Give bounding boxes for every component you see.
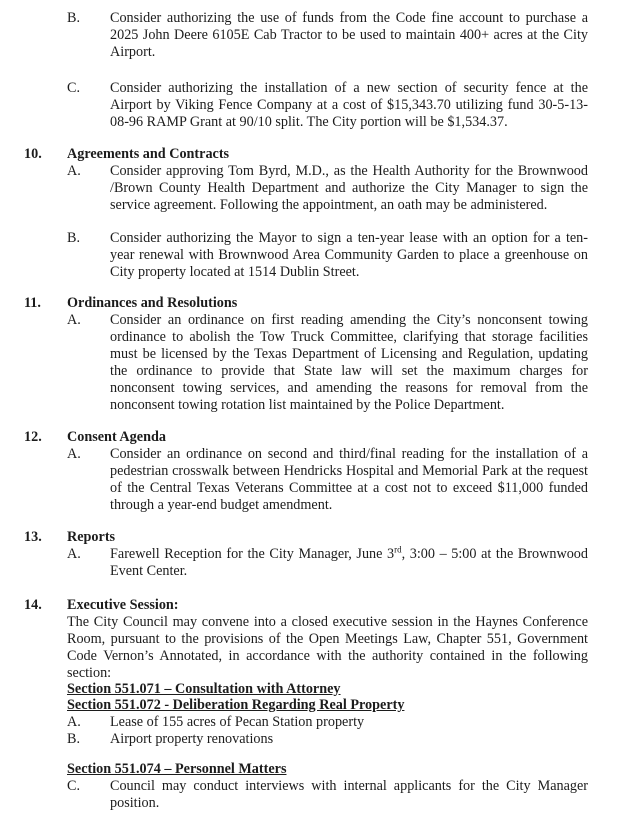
section-number: 12. — [24, 429, 42, 445]
subsection-heading: Section 551.071 – Consultation with Attorney — [67, 681, 341, 697]
section-number: 11. — [24, 295, 41, 311]
item-text-part: , 3:00 – 5:00 at the Brownwood Event Center. — [110, 546, 588, 579]
item-text: Consider an ordinance on second and third/final reading for the installation of a pedestrian crosswalk between Hendricks Hospital and Memorial Park at the request of the Central Texas Veterans Committee at a cost not to exceed $11,000 funded through a year-end budget amendment. — [110, 446, 588, 513]
item-text: Airport property renovations — [110, 731, 274, 747]
item-letter: A. — [67, 312, 81, 328]
ordinal-suffix: rd — [394, 544, 402, 555]
section-heading: Executive Session: — [67, 597, 179, 613]
section-number: 10. — [24, 146, 42, 162]
section-number: 14. — [24, 597, 42, 613]
item-letter: B. — [67, 230, 81, 246]
item-letter: B. — [67, 731, 81, 747]
paragraph-text: The City Council may convene into a closed executive session in the Haynes Conference Room, pursuant to the provisions of the Open Meetings Law, Chapter 551, Government Code Vernon’s Annotated, in accordance with the authority contained in the following section: — [67, 614, 588, 681]
item-text: Consider authorizing the installation of a new section of security fence at the Airport by Viking Fence Company at a cost of $15,343.70 utilizing fund 30-5-13-08-96 RAMP Grant at 90/10 split. The City portion will be $1,534.37. — [110, 80, 588, 130]
item-letter: A. — [67, 446, 81, 462]
item-letter: C. — [67, 778, 81, 794]
item-text: Consider an ordinance on first reading amending the City’s nonconsent towing ordinance to abolish the Tow Truck Committee, clarifying that storage facilities must be licensed by the Texas Department of Licensing and Regulation, updating the ordinance to provide that State law will set the maximum charges for nonconsent towing services, and amending the reasons for removal from the nonconsent towing rotation list maintained by the Police Department. — [110, 312, 588, 413]
item-text: Consider approving Tom Byrd, M.D., as the Health Authority for the Brownwood /Brown County Health Department and authorize the City Manager to sign the service agreement. Following the appointment, an oath may be administered. — [110, 163, 588, 213]
item-text: Council may conduct interviews with internal applicants for the City Manager position. — [110, 778, 588, 811]
subsection-heading: Section 551.072 - Deliberation Regarding Real Property — [67, 697, 405, 713]
item-text: Lease of 155 acres of Pecan Station property — [110, 714, 365, 730]
item-letter: B. — [67, 10, 81, 26]
item-letter: A. — [67, 546, 81, 562]
section-heading: Agreements and Contracts — [67, 146, 230, 162]
item-text — [110, 546, 588, 580]
item-text: Consider authorizing the use of funds from the Code fine account to purchase a 2025 John Deere 6105E Cab Tractor to be used to maintain 400+ acres at the City Airport. — [110, 10, 588, 60]
subsection-heading: Section 551.074 – Personnel Matters — [67, 761, 287, 777]
section-number: 13. — [24, 529, 42, 545]
item-text-part: Farewell Reception for the City Manager, June 3 — [110, 546, 395, 562]
item-letter: C. — [67, 80, 81, 96]
item-letter: A. — [67, 714, 81, 730]
section-heading: Reports — [67, 529, 116, 545]
item-text: Consider authorizing the Mayor to sign a ten-year lease with an option for a ten-year renewal with Brownwood Area Community Garden to place a greenhouse on City property located at 1514 Dublin Street. — [110, 230, 588, 280]
item-letter: A. — [67, 163, 81, 179]
section-heading: Ordinances and Resolutions — [67, 295, 238, 311]
section-heading: Consent Agenda — [67, 429, 166, 445]
